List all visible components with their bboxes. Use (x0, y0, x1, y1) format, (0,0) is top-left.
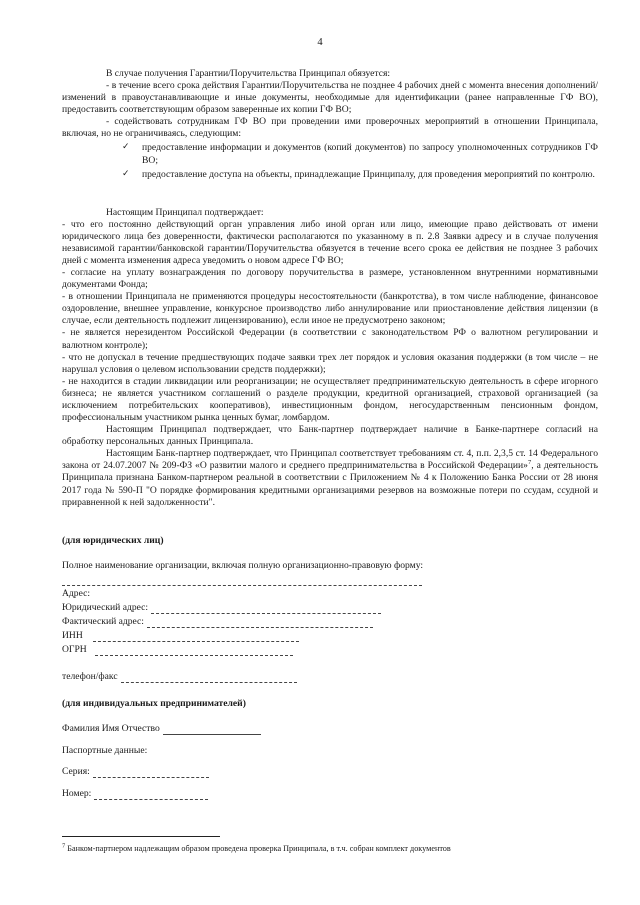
footnote-mark: 7 (62, 842, 66, 850)
fio-label: Фамилия Имя Отчество (62, 723, 160, 735)
bank-confirm-text-a: Настоящим Банк-партнер подтверждает, что Принципал соответствует требованиям ст. 4, п.п. 2,3,5 ст. 14 Федерального закона от 24.07.2007 № 209-ФЗ «О развитии малого и среднего предпринимательства в Российской Федерации» (62, 448, 598, 472)
actual-address-label: Фактический адрес: (62, 615, 144, 627)
consent-paragraph: Настоящим Принципал подтверждает, что Банк-партнер подтверждает наличие в Банке-партнере согласий на обработку персональных данных Принципала. (62, 424, 598, 448)
page-number: 4 (317, 37, 323, 48)
inn-field[interactable] (62, 630, 598, 642)
inn-line[interactable] (93, 632, 299, 642)
ogrn-field[interactable] (62, 644, 598, 656)
footnote (62, 844, 602, 854)
confirms-intro: Настоящим Принципал подтверждает: (106, 206, 264, 218)
confirm-item: - в отношении Принципала не применяются процедуры несостоятельности (банкротства), в том числе наблюдение, финансовое оздоровление, внешнее управление, конкурсное производство либо аннулирование или приостановление действия лицензии (в случае, если деятельность подлежит лицензированию), если иное не предусмотрено законом; (62, 291, 598, 327)
actual-address-line[interactable] (147, 618, 373, 628)
inn-label: ИНН (62, 630, 83, 642)
ogrn-label: ОГРН (62, 644, 87, 656)
checklist-text: предоставление доступа на объекты, принадлежащие Принципалу, для проведения мероприятий по контролю. (142, 168, 595, 180)
footnote-ref: 7 (527, 459, 532, 467)
series-label: Серия: (62, 765, 90, 777)
fio-field[interactable] (62, 723, 598, 735)
checklist-text: предоставление информации и документов (копий документов) по запросу уполномоченных сотрудников ГФ ВО; (142, 142, 598, 166)
bank-confirm-text-b: , а деятельность Принципала признана Банком-партнером реальной в соответствии с Приложением № 4 к Положению Банка России от 28 июня 2017 года № 590-П "О порядке формирования кредитными организациями резервов на возможные потери по ссудам, ссудной и приравненной к ней задолженности". (62, 460, 599, 508)
fio-line[interactable] (163, 725, 261, 735)
ogrn-line[interactable] (95, 646, 293, 656)
phone-label: телефон/факс (62, 671, 118, 683)
passport-label: Паспортные данные: (62, 745, 148, 757)
phone-field[interactable] (62, 671, 598, 683)
footnote-text: Банком-партнером надлежащим образом проведена проверка Принципала, в т.ч. собран комплект документов (67, 844, 451, 853)
individual-heading: (для индивидуальных предпринимателей) (62, 698, 246, 710)
checklist-item (122, 142, 598, 166)
actual-address-field[interactable] (62, 616, 598, 628)
legal-address-line[interactable] (151, 604, 381, 614)
phone-line[interactable] (121, 673, 297, 683)
number-label: Номер: (62, 787, 92, 799)
checklist-item (122, 169, 598, 181)
series-line[interactable] (93, 768, 209, 778)
bank-confirm-paragraph (62, 448, 598, 508)
confirm-item: - согласие на уплату вознаграждения по договору поручительства в размере, установленном внутренними нормативными документами Фонда; (62, 267, 598, 291)
confirm-item: - что не допускал в течение предшествующих подаче заявки трех лет порядок и условия оказания поддержки (в том числе – не нарушал условия о целевом использовании средств поддержки); (62, 351, 598, 375)
obligations-intro: В случае получения Гарантии/Поручительства Принципал обязуется: (106, 68, 391, 79)
legal-address-label: Юридический адрес: (62, 601, 149, 613)
address-field[interactable] (62, 588, 598, 600)
page-content (62, 68, 598, 802)
checkmark-icon: ✓ (122, 142, 130, 153)
full-name-label: Полное наименование организации, включая полную организационно-правовую форму: (62, 559, 424, 571)
full-name-line[interactable] (62, 576, 422, 586)
series-field[interactable] (62, 766, 598, 778)
footnote-divider (62, 836, 220, 837)
obligation-item: - содействовать сотрудникам ГФ ВО при проведении ими проверочных мероприятий в отношении Принципала, включая, но не ограничиваясь, следующим: (62, 116, 598, 140)
full-name-field[interactable] (62, 576, 598, 586)
checkmark-icon: ✓ (122, 168, 130, 179)
obligation-item: - в течение всего срока действия Гарантии/Поручительства не позднее 4 рабочих дней с момента внесения дополнений/изменений в правоустанавливающие и иные документы, необходимые для идентификации (ранее направленные ГФ ВО), предоставить соответствующим образом заверенные их копии ГФ ВО; (62, 80, 598, 116)
legal-address-field[interactable] (62, 602, 598, 614)
number-line[interactable] (94, 790, 208, 800)
confirm-item: - не является нерезидентом Российской Федерации (в соответствии с законодательством РФ о валютном регулировании и валютном контроле); (62, 327, 598, 351)
number-field[interactable] (62, 788, 598, 800)
confirm-item: - что его постоянно действующий орган управления либо иной орган или лицо, имеющие право действовать от имени юридического лица без доверенности, фактически располагаются по указанному в п. 2.8 Заявки адресу и в случае получения независимой гарантии/банковской гарантии/Поручительства обязуется в течение всего срока ее действия не позднее 3 рабочих дней с момента изменения адреса уведомить о новом адресе ГФ ВО; (62, 218, 598, 267)
address-label: Адрес: (62, 587, 91, 599)
confirm-item: - не находится в стадии ликвидации или реорганизации; не осуществляет предпринимательскую деятельность в сфере игорного бизнеса; не является участником соглашений о разделе продукции, кредитной организацией, страховой организацией (за исключением потребительских кооперативов), инвестиционным фондом, негосударственным пенсионным фондом, профессиональным участником рынка ценных бумаг, ломбардом. (62, 375, 598, 424)
legal-heading: (для юридических лиц) (62, 534, 164, 546)
